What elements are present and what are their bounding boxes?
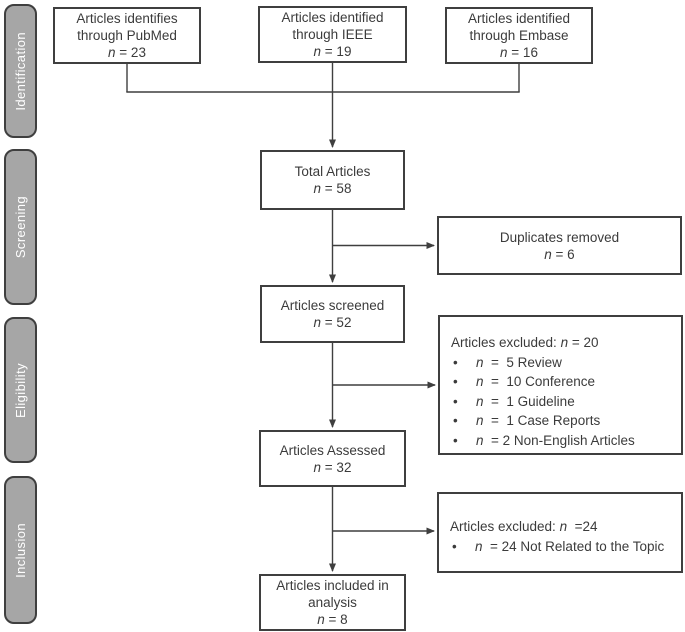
box-pubmed [53, 7, 201, 64]
n-symbol: n [476, 354, 484, 370]
box-excluded-eligibility [437, 492, 683, 573]
stage-identification-label: Identification [13, 31, 28, 111]
excluded-item-text: = 2 Non-English Articles [483, 432, 635, 448]
stage-inclusion [4, 476, 37, 624]
count-value: = 23 [115, 45, 146, 60]
bullet-marker: • [453, 432, 458, 448]
excluded-item [451, 431, 675, 451]
box-embase-count [500, 44, 538, 61]
box-pubmed-count [108, 44, 146, 61]
box-total-count [314, 180, 352, 197]
excluded-screening-header [451, 333, 675, 353]
excluded-item-text: = 1 Guideline [483, 393, 575, 409]
excluded-item-text: = 24 Not Related to the Topic [482, 538, 665, 554]
box-assessed-line1: Articles Assessed [279, 442, 386, 458]
box-pubmed-line2: through PubMed [77, 28, 177, 43]
bullet-marker: • [453, 354, 458, 370]
stage-eligibility [4, 317, 37, 463]
n-symbol: n [476, 413, 484, 428]
n-symbol: n [476, 393, 484, 409]
bullet-marker: • [453, 413, 458, 428]
excluded-eligibility-header [450, 517, 675, 537]
count-value: = 32 [321, 459, 352, 475]
n-symbol: n [544, 246, 552, 262]
box-duplicates-line1: Duplicates removed [499, 229, 620, 245]
excluded-header-prefix: Articles excluded: [451, 335, 561, 350]
box-assessed [259, 430, 406, 487]
n-symbol: n [317, 612, 325, 627]
box-included [259, 574, 406, 631]
stage-screening [4, 149, 37, 305]
count-value: = 19 [321, 44, 352, 59]
stage-inclusion-label: Inclusion [13, 522, 28, 578]
box-included-line1: Articles included in [276, 578, 389, 593]
excluded-item [451, 392, 675, 412]
excluded-item-text: = 10 Conference [483, 374, 595, 389]
n-symbol: n [500, 45, 508, 60]
box-included-count [317, 611, 347, 628]
stage-identification [4, 4, 37, 138]
stage-eligibility-label: Eligibility [13, 362, 28, 418]
n-symbol: n [313, 459, 322, 475]
bullet-marker: • [453, 374, 458, 389]
box-ieee [258, 6, 407, 63]
count-value: = 58 [321, 181, 352, 196]
box-ieee-count [314, 43, 352, 60]
box-screened-count [314, 314, 352, 331]
n-symbol: n [560, 335, 569, 350]
excluded-header-count: = 20 [568, 335, 599, 350]
excluded-item-text: = 1 Case Reports [483, 413, 601, 428]
excluded-item-text: = 5 Review [483, 354, 562, 370]
excluded-item [451, 411, 675, 431]
bullet-marker: • [453, 393, 458, 409]
box-ieee-line1: Articles identified [281, 10, 384, 25]
box-duplicates-count [544, 246, 574, 263]
n-symbol: n [475, 538, 483, 554]
n-symbol: n [313, 44, 322, 59]
excluded-item [451, 353, 675, 373]
excluded-header-count: =24 [567, 519, 598, 534]
n-symbol: n [476, 432, 484, 448]
box-assessed-count [314, 459, 352, 476]
box-embase-line1: Articles identified [467, 11, 571, 26]
n-symbol: n [559, 519, 568, 534]
count-value: = 52 [321, 315, 352, 330]
n-symbol: n [476, 374, 484, 389]
count-value: = 6 [551, 246, 575, 262]
count-value: = 16 [507, 45, 538, 60]
box-embase-line2: through Embase [469, 28, 569, 43]
box-included-line2: analysis [308, 595, 357, 610]
box-total-line1: Total Articles [294, 164, 371, 179]
box-total-articles [260, 150, 405, 210]
n-symbol: n [313, 181, 322, 196]
box-screened-line1: Articles screened [280, 298, 385, 313]
n-symbol: n [313, 315, 322, 330]
box-duplicates-removed [437, 216, 682, 275]
excluded-header-prefix: Articles excluded: [450, 519, 560, 534]
box-pubmed-line1: Articles identifies [76, 11, 178, 26]
bullet-marker: • [452, 538, 457, 554]
count-value: = 8 [324, 612, 348, 627]
excluded-item [451, 372, 675, 392]
box-screened [260, 285, 405, 343]
excluded-item [450, 537, 675, 557]
stage-screening-label: Screening [13, 195, 28, 259]
box-excluded-screening [438, 315, 683, 455]
box-ieee-line2: through IEEE [292, 27, 373, 42]
box-embase [445, 7, 593, 64]
n-symbol: n [108, 45, 116, 60]
